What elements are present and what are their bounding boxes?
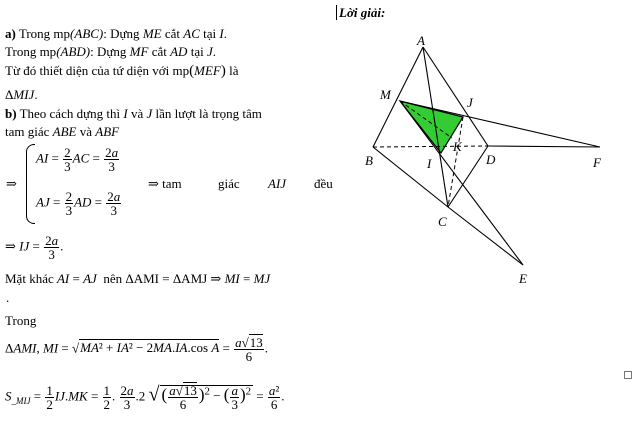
label-i: I: [427, 156, 432, 171]
part-a-line-3: Từ đó thiết diện của tứ diện với mp(MEF) là: [5, 63, 239, 79]
implies-arrow: ⇒: [6, 176, 17, 191]
part-a-line-2: Trong mp(ABD): Dựng MF cắt AD tại J.: [5, 44, 216, 59]
label-e: E: [519, 271, 527, 286]
equilateral-word-giac: giác: [218, 176, 240, 191]
area-formula: $S_{\_MIJ}$ = $\frac{1}{2}$ IJ.MK = $\frac{1}{2}$ . $\frac{2a}{3}$ .2 √ ( $\frac{a√13}{6}$ )$^2$ − ( $\frac{a}{3}$ )$^2$ = $\frac{\text{a²}}{6}$ .: [5, 383, 285, 412]
label-j: J: [467, 95, 473, 110]
part-a-line-4: ΔMIJ.: [5, 87, 38, 102]
part-b-line-2: tam giác ABE và ABF: [5, 124, 120, 139]
equilateral-word-deu: đều: [314, 176, 333, 191]
resize-handle-box: [624, 371, 632, 379]
stray-dot: .: [6, 290, 10, 305]
solution-header: Lời giải:: [336, 5, 385, 20]
part-a-line-1: a) Trong mp(ABC): Dựng ME cắt AC tại I.: [5, 26, 227, 41]
tetrahedron-figure: [355, 25, 635, 325]
ij-result: ⇒ IJ = $\frac{2a}{3}$ .: [5, 233, 64, 262]
system-row-1: AI = $\frac{2}{3}$ AC = $\frac{2a}{3}$: [36, 145, 119, 174]
equilateral-word-aij: AIJ: [268, 176, 287, 191]
label-a: A: [417, 33, 425, 48]
label-d: D: [486, 152, 496, 167]
label-f: F: [593, 155, 601, 170]
congruence-line: Mặt khác AI = AJ nên ΔAMI = ΔAMJ ⇒ MI = MJ: [5, 271, 271, 286]
system-brace: [26, 144, 35, 224]
label-m: M: [380, 87, 391, 102]
label-k: K: [453, 139, 462, 154]
mi-formula: ΔAMI, MI = √MA² + IA² − 2MA.IA.cos A = $\frac{a√13}{6}$ .: [5, 335, 268, 364]
trong-label: Trong: [5, 313, 37, 328]
label-b: B: [365, 153, 373, 168]
part-b-line-1: b) Theo cách dựng thì I và J lần lượt là trọng tâm: [5, 106, 262, 121]
equilateral-conclusion: ⇒ tam: [148, 176, 182, 191]
label-c: C: [438, 214, 447, 229]
system-row-2: AJ = $\frac{2}{3}$ AD = $\frac{2a}{3}$: [36, 189, 121, 218]
